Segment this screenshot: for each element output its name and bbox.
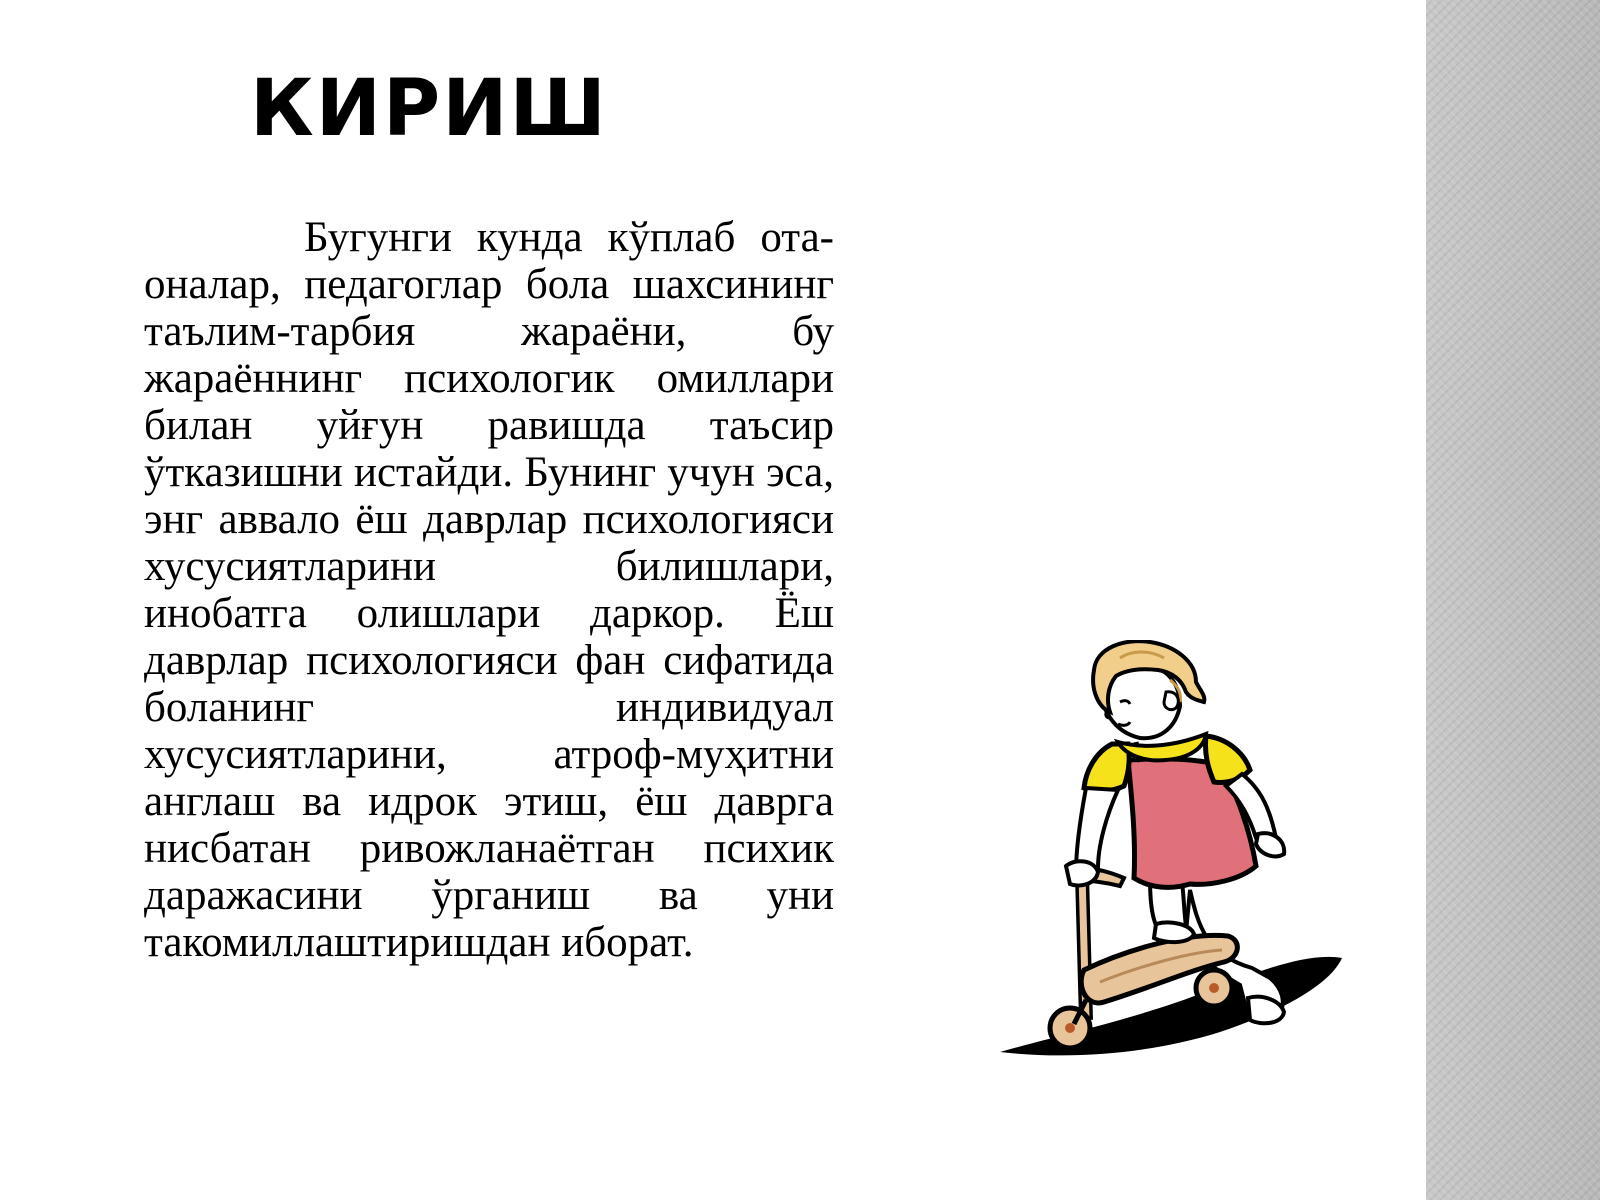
front-shoe [1154,922,1194,942]
side-decorative-band [1426,0,1600,1200]
ear [1164,692,1178,710]
slide-title: КИРИШ [250,64,608,154]
slide-body-text: Бугунги кунда кўплаб ота-оналар, педагоглар бола шахсининг таълим-тарбия жараёни, бу жараённинг психологик омиллари билан уйғун равишда таъсир ўтказишни истайди. Бунинг учун эса, энг аввало ёш даврлар психологияси хусусиятларини билишлари, инобатга олишлари даркор. Ёш даврлар психологияси фан сифатида боланинг индивидуал хусусиятларини, атроф-муҳитни англаш ва идрок этиш, ёш даврга нисбатан ривожланаётган психик даражасини ўрганиш ва уни такомиллаштиришдан иборат. [144,214,834,966]
right-hand [1256,833,1284,856]
shirt-collar [1118,734,1206,760]
shirt-left-sleeve [1084,744,1129,791]
left-hand [1066,861,1098,885]
child-on-scooter-illustration [1000,640,1370,1090]
